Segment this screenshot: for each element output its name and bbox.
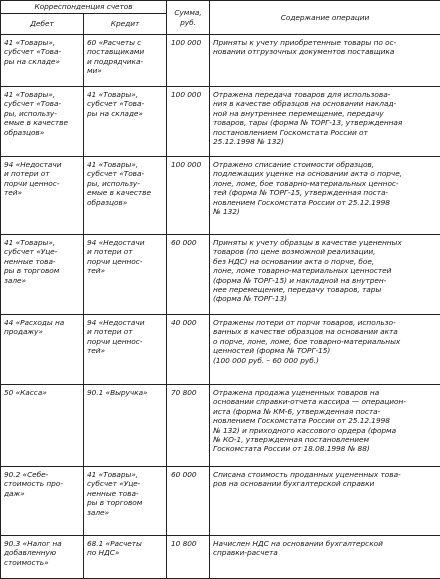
content-cell-line: новлением Госкомстата России от 25.12.1998 — [213, 416, 437, 425]
table-row — [1, 87, 440, 157]
content-cell-line: основании справки-отчета кассира — операцион- — [213, 397, 437, 406]
table-row — [1, 536, 440, 579]
credit-cell-line: субсчет «Това- — [87, 99, 163, 108]
correspondence-header: Корреспонденция счетов — [1, 1, 167, 14]
debit-cell-line: ры, использу- — [4, 109, 80, 118]
content-cell-line: товаров (по цене возможной реализации, — [213, 247, 437, 256]
credit-cell-line: ры в торговом — [87, 498, 163, 507]
debit-cell-line: и потери от — [4, 169, 80, 178]
debit-cell — [1, 385, 84, 467]
credit-cell — [84, 315, 167, 385]
content-cell-line: нее перемещение, передачу товаров, тары — [213, 285, 437, 294]
credit-cell-line: 60 «Расчеты с — [87, 38, 163, 47]
table-row — [1, 35, 440, 87]
content-cell-line: товаров, тары (форма № ТОРГ-13, утвержденная — [213, 118, 437, 127]
content-cell-line: постановлением Госкомстата России от — [213, 128, 437, 137]
content-cell-line: без НДС) на основании акта о порче, бое, — [213, 257, 437, 266]
debit-header: Дебет — [1, 14, 84, 35]
debit-cell — [1, 315, 84, 385]
debit-cell-line: ры на складе» — [4, 57, 80, 66]
amount-cell: 60 000 — [167, 467, 210, 536]
content-cell-line: Приняты к учету образцы в качестве уцененных — [213, 238, 437, 247]
debit-cell-line: даж» — [4, 489, 80, 498]
debit-cell-line: продажу» — [4, 327, 80, 336]
debit-cell-line: тей» — [4, 188, 80, 197]
credit-cell — [84, 157, 167, 235]
content-cell-line: подлежащих уценке на основании акта о порче, — [213, 169, 437, 178]
debit-cell — [1, 157, 84, 235]
credit-cell — [84, 35, 167, 87]
content-cell-line: иста (форма № КМ-6, утвержденная поста- — [213, 407, 437, 416]
credit-cell-line: 41 «Товары», — [87, 470, 163, 479]
content-cell-line: справки-расчета — [213, 548, 437, 557]
credit-cell-line: ры на складе» — [87, 109, 163, 118]
debit-cell-line: 90.3 «Налог на — [4, 539, 80, 548]
table-row — [1, 157, 440, 235]
credit-header: Кредит — [84, 14, 167, 35]
credit-cell-line: 68.1 «Расчеты — [87, 539, 163, 548]
debit-cell-line: 44 «Расходы на — [4, 318, 80, 327]
debit-cell — [1, 536, 84, 579]
content-cell-line: тей (форма № ТОРГ-15, утвержденная поста- — [213, 188, 437, 197]
debit-cell — [1, 35, 84, 87]
content-cell — [210, 467, 440, 536]
debit-cell-line: 41 «Товары», — [4, 38, 80, 47]
amount-cell: 10 800 — [167, 536, 210, 579]
credit-cell-line: и потери от — [87, 327, 163, 336]
content-cell — [210, 157, 440, 235]
content-header: Содержание операции — [210, 1, 440, 35]
credit-cell-line: образцов» — [87, 198, 163, 207]
credit-cell-line: и потери от — [87, 247, 163, 256]
content-cell-line: ния в качестве образцов на основании наклад- — [213, 99, 437, 108]
debit-cell-line: образцов» — [4, 128, 80, 137]
amount-header-line: руб. — [170, 18, 206, 27]
content-cell — [210, 385, 440, 467]
debit-cell-line: зале» — [4, 276, 80, 285]
debit-cell-line: 94 «Недостачи — [4, 160, 80, 169]
table-body — [1, 35, 440, 579]
content-cell-line: 25.12.1998 № 132) — [213, 137, 437, 146]
amount-cell: 70 800 — [167, 385, 210, 467]
credit-cell-line: 90.1 «Выручка» — [87, 388, 163, 397]
content-cell — [210, 315, 440, 385]
amount-cell: 40 000 — [167, 315, 210, 385]
credit-cell-line: зале» — [87, 508, 163, 517]
content-cell-line: Отражена продажа уцененных товаров на — [213, 388, 437, 397]
credit-cell — [84, 235, 167, 315]
table-row — [1, 467, 440, 536]
content-cell-line: ванных в качестве образцов на основании акта — [213, 327, 437, 336]
credit-cell-line: 94 «Недостачи — [87, 238, 163, 247]
amount-header — [167, 1, 210, 35]
credit-cell-line: 41 «Товары», — [87, 90, 163, 99]
debit-cell-line: порчи ценнос- — [4, 179, 80, 188]
credit-cell-line: по НДС» — [87, 548, 163, 557]
content-cell-line: № КО-1, утвержденная постановлением — [213, 435, 437, 444]
table-row — [1, 385, 440, 467]
content-cell-line: новлением Госкомстата России от 25.12.1998 — [213, 198, 437, 207]
content-cell-line: (форма № ТОРГ-15) и накладной на внутрен- — [213, 276, 437, 285]
credit-cell-line: 94 «Недостачи — [87, 318, 163, 327]
content-cell-line: лоне, ломе товарно-материальных ценностей — [213, 266, 437, 275]
debit-cell-line: ры в торговом — [4, 266, 80, 275]
content-cell-line: (форма № ТОРГ-13) — [213, 294, 437, 303]
content-cell-line: ценностей (форма № ТОРГ-15) — [213, 346, 437, 355]
content-cell-line: Списана стоимость проданных уцененных това- — [213, 470, 437, 479]
debit-cell-line: ненные това- — [4, 257, 80, 266]
credit-cell-line: порчи ценнос- — [87, 337, 163, 346]
content-cell-line: Начислен НДС на основании бухгалтерской — [213, 539, 437, 548]
credit-cell-line: ры, использу- — [87, 179, 163, 188]
debit-cell — [1, 467, 84, 536]
credit-cell-line: субсчет «Уце- — [87, 479, 163, 488]
content-cell — [210, 87, 440, 157]
credit-cell-line: субсчет «Това- — [87, 169, 163, 178]
credit-cell-line: ненные това- — [87, 489, 163, 498]
content-cell — [210, 235, 440, 315]
content-cell — [210, 536, 440, 579]
debit-cell — [1, 87, 84, 157]
debit-cell-line: 90.2 «Себе- — [4, 470, 80, 479]
amount-cell: 60 000 — [167, 235, 210, 315]
content-cell-line: Отражено списание стоимости образцов, — [213, 160, 437, 169]
content-cell-line: Госкомстата России от 18.08.1998 № 88) — [213, 444, 437, 453]
credit-cell-line: и подрядчика- — [87, 57, 163, 66]
amount-cell: 100 000 — [167, 157, 210, 235]
content-cell-line: Приняты к учету приобретенные товары по ос- — [213, 38, 437, 47]
amount-cell: 100 000 — [167, 87, 210, 157]
content-cell-line: о порче, лоне, ломе, бое товарно-материальных — [213, 337, 437, 346]
content-cell-line: № 132) и приходного кассового ордера (форма — [213, 426, 437, 435]
credit-cell — [84, 536, 167, 579]
credit-cell-line: порчи ценнос- — [87, 257, 163, 266]
debit-cell-line: субсчет «Това- — [4, 99, 80, 108]
amount-header-line: Сумма, — [170, 8, 206, 17]
table-row — [1, 235, 440, 315]
content-cell-line: (100 000 руб. – 60 000 руб.) — [213, 356, 437, 365]
credit-cell-line: тей» — [87, 266, 163, 275]
credit-cell-line: ми» — [87, 66, 163, 75]
credit-cell-line: 41 «Товары», — [87, 160, 163, 169]
content-cell — [210, 35, 440, 87]
debit-cell-line: стоимость» — [4, 558, 80, 567]
content-cell-line: Отражена передача товаров для использова- — [213, 90, 437, 99]
content-cell-line: лоне, ломе, бое товарно-материальных ценнос- — [213, 179, 437, 188]
credit-cell — [84, 385, 167, 467]
credit-cell-line: емые в качестве — [87, 188, 163, 197]
content-cell-line: ной на внутреннее перемещение, передачу — [213, 109, 437, 118]
debit-cell-line: субсчет «Това- — [4, 47, 80, 56]
content-cell-line: № 132) — [213, 207, 437, 216]
credit-cell-line: поставщиками — [87, 47, 163, 56]
debit-cell-line: 41 «Товары», — [4, 238, 80, 247]
amount-cell: 100 000 — [167, 35, 210, 87]
debit-cell-line: субсчет «Уце- — [4, 247, 80, 256]
debit-cell-line: емые в качестве — [4, 118, 80, 127]
content-cell-line: новании отгрузочных документов поставщика — [213, 47, 437, 56]
debit-cell — [1, 235, 84, 315]
credit-cell — [84, 467, 167, 536]
debit-cell-line: 50 «Касса» — [4, 388, 80, 397]
content-cell-line: ров на основании бухгалтерской справки — [213, 479, 437, 488]
debit-cell-line: стоимость про- — [4, 479, 80, 488]
credit-cell — [84, 87, 167, 157]
content-cell-line: Отражены потери от порчи товаров, использо- — [213, 318, 437, 327]
credit-cell-line: тей» — [87, 346, 163, 355]
debit-cell-line: 41 «Товары», — [4, 90, 80, 99]
table-row — [1, 315, 440, 385]
debit-cell-line: добавленную — [4, 548, 80, 557]
